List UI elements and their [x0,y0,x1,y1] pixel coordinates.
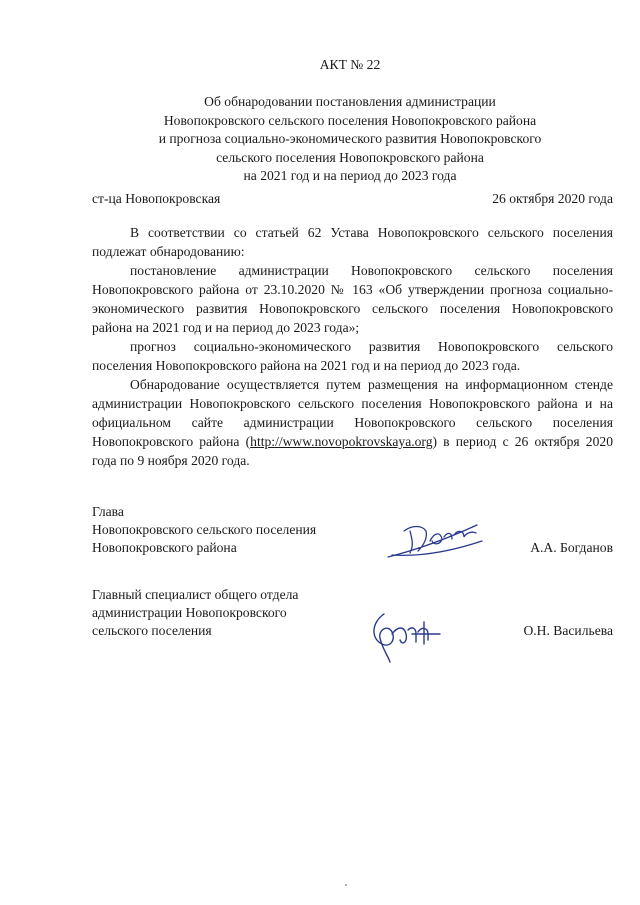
specialist-signature-block [92,586,613,640]
paragraph-basis: В соответствии со статьей 62 Устава Новопокровского сельского поселения подлежат обнародованию: [92,225,613,259]
date: 26 октября 2020 года [492,191,613,206]
specialist-handwritten-signature [362,604,452,664]
head-name: А.А. Богданов [530,540,613,555]
position-line: Новопокровского сельского поселения [92,522,317,537]
document-title: АКТ № 22 [319,57,381,72]
head-signature-block [92,503,613,557]
subject-line: сельского поселения Новопокровского района [216,149,484,165]
place-date-row [92,190,613,207]
document-body [92,223,613,470]
head-handwritten-signature [382,511,492,563]
position-line: сельского поселения [92,623,212,638]
position-line: администрации Новопокровского [92,605,287,620]
position-line: Главный специалист общего отдела [92,587,299,602]
paragraph-forecast: прогноз социально-экономического развития Новопокровского сельского поселения Новопокровского района на 2021 год и на период до 2023 года. [92,339,613,373]
paragraph-resolution: постановление администрации Новопокровского сельского поселения Новопокровского района от 23.10.2020 № 163 «Об утверждении прогноза социально-экономического развития Новопокровского сельского поселения Новопокровского района на 2021 год и на период до 2023 года»; [92,263,613,335]
document-subject [80,93,620,186]
publication-text-end: ) в период с 26 октября 2020 года по 9 ноября 2020 года. [92,434,613,468]
specialist-name: О.Н. Васильева [523,623,613,638]
position-line: Глава [92,504,124,519]
subject-line: и прогноза социально-экономического развития Новопокровского [158,131,542,146]
scan-speck [345,884,347,886]
place: ст-ца Новопокровская [92,191,221,206]
paragraph-publication [92,375,613,470]
subject-line: на 2021 год и на период до 2023 года [243,168,457,183]
subject-line: Новопокровского сельского поселения Новопокровского района [163,112,537,128]
position-line: Новопокровского района [92,540,237,555]
subject-line: Об обнародовании постановления администрации [204,94,496,109]
publication-text-start: Обнародование осуществляется путем размещения на информационном стенде администрации Новопокровского сельского поселения Новопокровского района и на официальном сайте администрации Новопокровского сельского поселения Новопокровского района ( [92,377,613,449]
official-site-link[interactable]: http://www.novopokrovskaya.org [250,434,433,449]
